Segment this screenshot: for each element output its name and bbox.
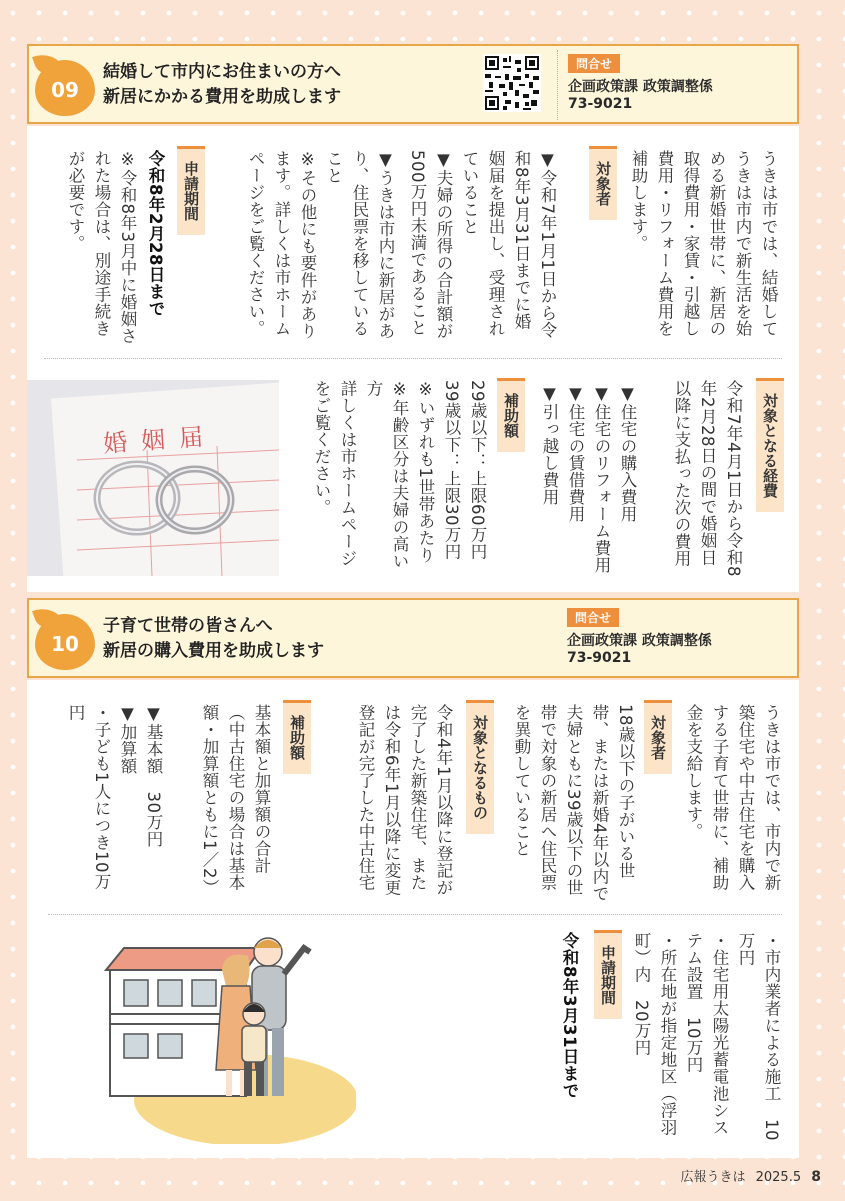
target-list: [408, 150, 560, 346]
subsidy-label: 補助額: [497, 378, 525, 452]
target-label: 対象者: [589, 146, 617, 220]
period-note: ※令和8年3月中に婚姻された場合は、別途手続きが必要です。: [66, 150, 137, 345]
wedding-rings-photo: [27, 380, 279, 576]
title-line-2: 新居にかかる費用を助成します: [103, 87, 341, 107]
publication-name: 広報うきは: [680, 1170, 746, 1185]
page-number: 8: [811, 1169, 821, 1185]
expense-item: ▼住宅の賃借費用: [566, 384, 585, 523]
subsidy-item: ※いずれも1世帯あたり: [416, 380, 435, 564]
target-note: ※その他にも要件があります。詳しくは市ホームページをご覧ください。: [246, 150, 317, 340]
target-text: 18歳以下の子がいる世帯、または新婚4年以内で夫婦ともに39歳以下の世帯で対象の新居へ住民票を異動していること: [512, 704, 635, 902]
expense-text: 令和7年4月1日から令和8年2月28日の間で婚姻日以降に支払った次の費用: [672, 380, 743, 577]
expense-item: ▼住宅の購入費用: [618, 384, 637, 523]
period-label: 申請期間: [177, 146, 205, 235]
rings-illustration: [27, 380, 279, 576]
contact-phone[interactable]: 73-9021: [567, 650, 632, 666]
subsidy-list: [312, 380, 490, 580]
contact-tag: 問合せ: [567, 608, 619, 627]
period-value: 令和8年2月28日まで: [146, 150, 165, 317]
target-label: 対象者: [644, 700, 672, 774]
subsidy-item: ▼基本額 30万円: [144, 704, 163, 848]
page-footer: [680, 1166, 821, 1185]
photo-text: 婚姻届: [102, 422, 219, 458]
expense-list: [536, 384, 640, 584]
bonus-item: ・市内業者による施工 10万円: [736, 932, 781, 1141]
qr-code-icon[interactable]: [483, 54, 541, 112]
subsidy-text: 基本額と加算額の合計（中古住宅の場合は基本額・加算額ともに1／2）: [200, 704, 271, 896]
period-label: 申請期間: [594, 930, 622, 1019]
subsidy-item: 詳しくは市ホームページをご覧ください。: [312, 380, 357, 567]
section-number-badge: 10: [35, 614, 95, 670]
expense-label: 対象となる経費: [756, 378, 784, 512]
house-family-illustration: [96, 930, 356, 1144]
contact-department: 企画政策課 政策調整係: [568, 79, 713, 95]
subsidy-item: ・子ども1人につき10万円: [66, 704, 111, 890]
subsidy-list: [66, 704, 166, 904]
section-title: [103, 60, 341, 110]
section-number-badge: 09: [35, 60, 95, 116]
subsidy-label: 補助額: [283, 700, 311, 774]
bonus-list: [628, 932, 784, 1142]
target-list-cont: [246, 150, 398, 346]
divider: [48, 914, 782, 915]
contact-phone[interactable]: 73-9021: [568, 96, 633, 112]
subsidy-item: 29歳以下：上限60万円: [468, 380, 487, 560]
section-09-intro: うきは市では、結婚してうきは市内で新生活を始める新婚世帯に、新居の取得費用・家賃・引越し費用・リフォーム費用を補助します。: [629, 150, 778, 337]
section-10-intro: うきは市では、市内で新築住宅や中古住宅を購入する子育て世帯に、補助金を支給します。: [684, 704, 781, 891]
publication-date: 2025.5: [755, 1170, 802, 1185]
bonus-item: ・所在地が指定地区（浮羽町）内 20万円: [632, 932, 677, 1136]
contact-tag: 問合せ: [568, 54, 620, 73]
subsidy-item: 39歳以下：上限30万円: [442, 380, 461, 560]
expense-item: ▼住宅のリフォーム費用: [592, 384, 611, 574]
title-line-1: 結婚して市内にお住まいの方へ: [103, 62, 341, 82]
object-label: 対象となるもの: [466, 700, 494, 834]
bonus-item: ・住宅用太陽光蓄電池システム設置 10万円: [684, 932, 729, 1136]
period-value: 令和8年3月31日まで: [560, 932, 579, 1099]
section-10-header: [27, 598, 799, 678]
section-09-header: [27, 44, 799, 124]
title-line-2: 新居の購入費用を助成します: [103, 641, 324, 661]
contact-box: [557, 604, 803, 674]
divider: [44, 358, 782, 359]
expense-item: ▼引っ越し費用: [540, 384, 559, 506]
contact-box: [557, 50, 804, 120]
target-item: ▼令和7年1月1日から令和8年3月31日までに婚姻届を提出し、受理されていること: [460, 150, 557, 339]
target-item: ▼夫婦の所得の合計額が500万円未満であること: [408, 150, 453, 340]
title-line-1: 子育て世帯の皆さんへ: [103, 616, 273, 636]
target-item: ▼うきは市内に新居があり、住民票を移していること: [324, 150, 395, 340]
subsidy-item: ※年齢区分は夫婦の高い方: [364, 380, 409, 570]
subsidy-item: ▼加算額: [118, 704, 137, 775]
contact-department: 企画政策課 政策調整係: [567, 633, 712, 649]
section-title: [103, 614, 324, 664]
object-text: 令和4年1月以降に登記が完了した新築住宅、または令和6年1月以降に変更登記が完了した中古住宅: [356, 704, 453, 896]
